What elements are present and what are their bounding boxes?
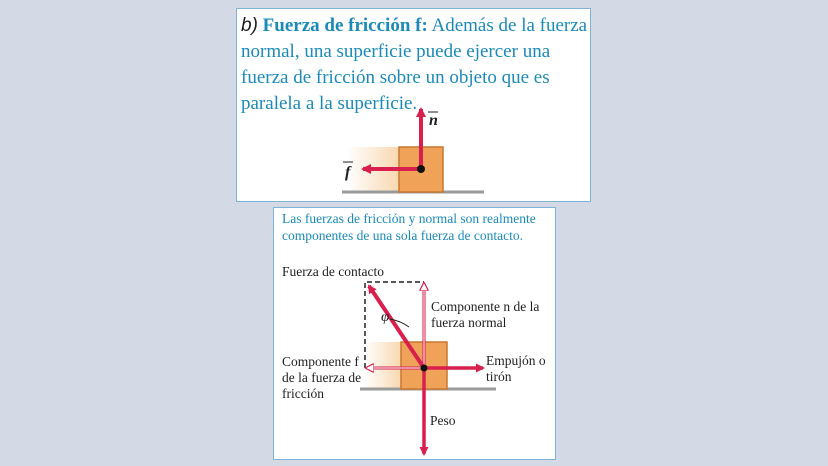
friction-title: Fuerza de fricción f: bbox=[262, 15, 428, 36]
friction-body: Además de la fuerza normal, una superficie puede ejercer una fuerza de fricción sobre un objeto que es paralela a la superficie. bbox=[241, 15, 588, 114]
contact-force-panel bbox=[273, 207, 556, 460]
normal-vector-label: n bbox=[429, 112, 438, 129]
weight-label: Peso bbox=[430, 413, 456, 428]
contact-force-label: Fuerza de contacto bbox=[282, 264, 384, 279]
center-point bbox=[417, 165, 425, 173]
contact-caption: Las fuerzas de fricción y normal son realmente componentes de una sola fuerza de contacto. bbox=[282, 211, 536, 243]
friction-panel bbox=[236, 8, 591, 202]
contact-force-diagram bbox=[274, 208, 557, 461]
friction-component-label: Componente f de la fuerza de fricción bbox=[282, 354, 362, 401]
friction-diagram bbox=[237, 9, 592, 203]
angle-symbol: φ bbox=[381, 309, 390, 325]
normal-component-label: Componente n de la fuerza normal bbox=[431, 299, 540, 330]
friction-vector-label: f bbox=[345, 164, 351, 181]
center-point bbox=[421, 365, 428, 372]
item-letter: b) bbox=[241, 15, 258, 36]
push-pull-label: Empujón o tirón bbox=[486, 353, 546, 384]
